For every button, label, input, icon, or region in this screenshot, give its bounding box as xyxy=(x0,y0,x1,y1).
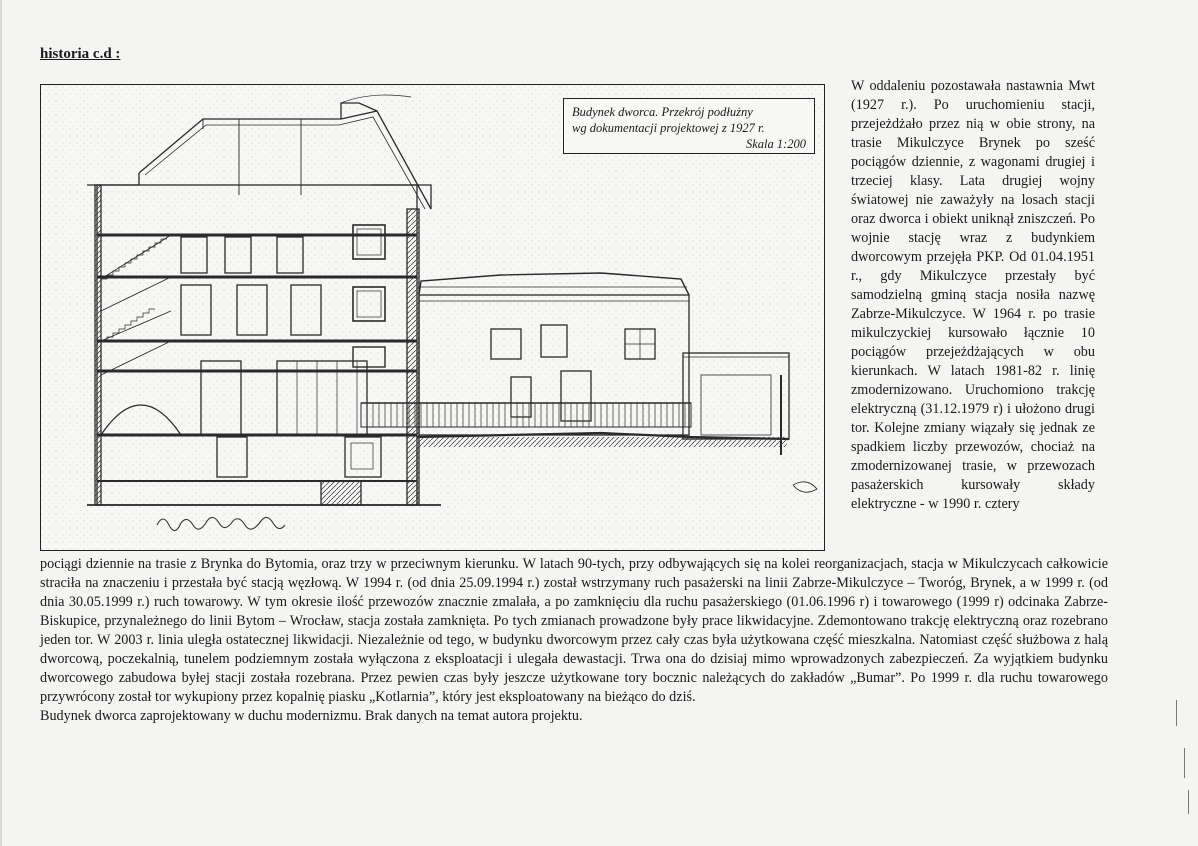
scan-mark xyxy=(1184,748,1185,778)
section-drawing-figure xyxy=(40,84,825,551)
closing-paragraph: Budynek dworca zaprojektowany w duchu modernizmu. Brak danych na temat autora projektu. xyxy=(40,708,583,724)
caption-title: Budynek dworca. Przekrój podłużny xyxy=(572,105,753,119)
main-paragraph: pociągi dziennie na trasie z Brynka do Bytomia, oraz trzy w przeciwnym kierunku. W latach 90-tych, przy odbywających się na kolei reorganizacjach, stacja w Mikulczycach całkowicie straciła na znaczeniu i przestała być stacją węzłową. W 1994 r. (od dnia 25.09.1994 r.) został wstrzymany ruch pasażerski na linii Zabrze-Mikulczyce – Tworóg, Brynek, a w 1999 r. (od dnia 30.05.1999 r.) ruch towarowy. W tym okresie ilość przewozów znacznie zmalała, a po zamknięciu dla ruchu pasażerskiego (01.06.1996 r) i towarowego (1999 r) odcinaka Zabrze-Biskupice, przynależnego do linii Bytom – Wrocław, stacja została zamknięta. Po tych zmianach prowadzone były prace likwidacyjne. Zdemontowano trakcję elektryczną oraz rozebrano jeden tor. W 2003 r. linia uległa ostatecznej likwidacji. Niezależnie od tego, w budynku dworcowym przez cały czas była użytkowana część mieszkalna. Natomiast część służbowa z halą dworcową, poczekalnią, tunelem podziemnym została wyłączona z eksploatacji i ulegała dewastacji. Trwa ona do dzisiaj mimo wprowadzonych zabezpieczeń. Za wyjątkiem budynku dworcowego zabudowa byłej stacji została rozebrana. Przez pewien czas były jeszcze użytkowane tory bocznic należących do zakładów „Bumar”. Po 1999 r. dla ruchu towarowego przywrócony został tor wykupiony przez kopalnię piasku „Kotlarnia”, który jest eksploatowany na bieżąco do dziś. xyxy=(40,556,1108,705)
scan-mark xyxy=(1188,790,1189,814)
scan-mark xyxy=(1176,700,1177,726)
body-text-block xyxy=(40,555,1108,726)
station-section-drawing xyxy=(41,85,825,551)
caption-source: wg dokumentacji projektowej z 1927 r. xyxy=(572,121,765,135)
drawing-caption xyxy=(563,98,815,154)
side-paragraph: W oddaleniu pozostawała nastawnia Mwt (1927 r.). Po uruchomieniu stacji, przejeżdżało przez nią w obie strony, na trasie Mikulczyce Brynek po sześć pociągów dziennie, z wagonami drugiej i trzeciej klasy. Lata drugiej wojny światowej nie zaważyły na losach stacji oraz dworca i obiekt uniknął zniszczeń. Po wojnie stację wraz z budynkiem dworcowym przejęła PKP. Od 01.04.1951 r., gdy Mikulczyce przestały być samodzielną gminą stacja nosiła nazwę Zabrze-Mikulczyce. W 1964 r. po trasie mikulczyckiej kursowało łącznie 10 pociągów przejeżdżających w obu kierunkach. W latach 1981-82 r. linię zmodernizowano. Uruchomiono trakcję elektryczną (31.12.1979 r) i ułożono drugi tor. Kolejne zmiany wiązały się jednak ze spadkiem liczby przewozów, chociaż na zmodernizowanej trasie, w przewozach pasażerskich kursowały składy elektryczne - w 1990 r. cztery xyxy=(851,78,1095,512)
page-heading: historia c.d : xyxy=(40,46,121,62)
caption-scale: Skala 1:200 xyxy=(745,137,806,151)
